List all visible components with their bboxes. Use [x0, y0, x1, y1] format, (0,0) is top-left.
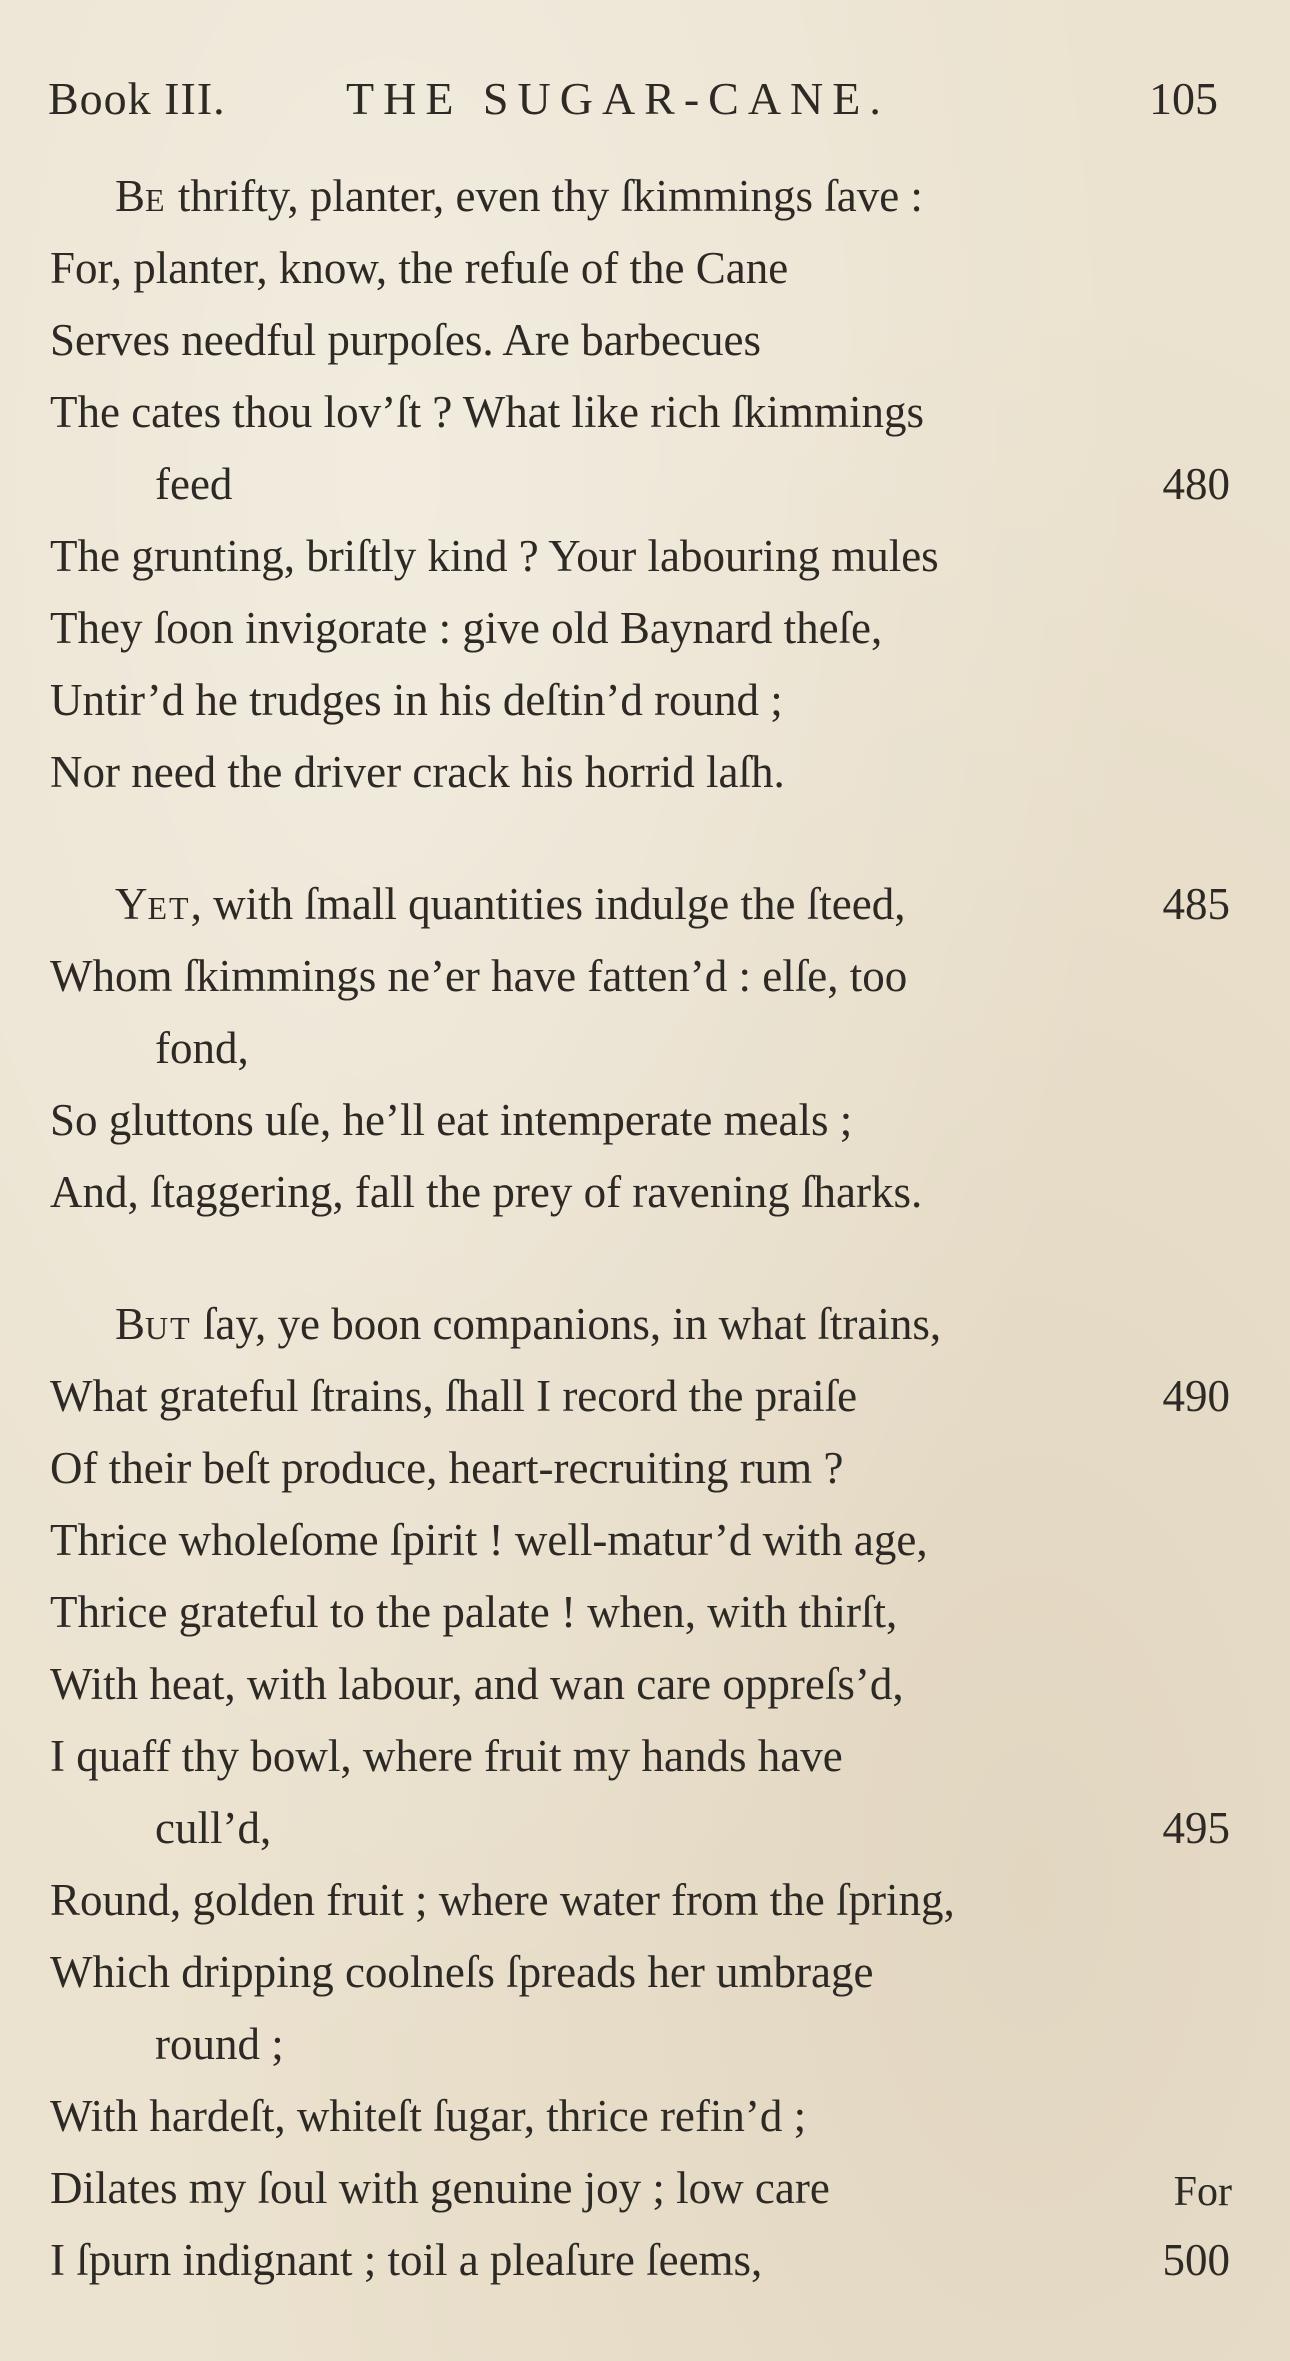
- poem-line: [50, 1648, 1230, 1720]
- stanza-break: [50, 1228, 1230, 1288]
- poem-text: [50, 160, 1230, 2296]
- poem-line: [50, 1360, 1230, 1432]
- line-text: Untir’d he trudges in his deſtin’d round ;: [50, 675, 783, 725]
- poem-line: [50, 940, 1230, 1012]
- poem-line: [50, 592, 1230, 664]
- line-text: They ſoon invigorate : give old Baynard theſe,: [50, 603, 883, 653]
- poem-line: [50, 448, 1230, 520]
- line-text: Serves needful purpoſes. Are barbecues: [50, 315, 761, 365]
- poem-line: [50, 1084, 1230, 1156]
- poem-line: [50, 736, 1230, 808]
- running-header: [48, 72, 1218, 142]
- poem-line: [50, 1792, 1230, 1864]
- poem-line: [50, 2224, 1230, 2296]
- line-text: With hardeſt, whiteſt ſugar, thrice refin’d ;: [50, 2091, 807, 2141]
- stanza-small-caps: ET: [147, 890, 191, 926]
- poem-line: [50, 2152, 1230, 2224]
- line-text: For, planter, know, the refuſe of the Cane: [50, 243, 789, 293]
- poem-line: [50, 160, 1230, 232]
- poem-line: [50, 1012, 1230, 1084]
- line-text: fond,: [155, 1023, 249, 1073]
- line-text: And, ſtaggering, fall the prey of ravening ſharks.: [50, 1167, 923, 1217]
- line-text: Nor need the driver crack his horrid laſh.: [50, 747, 785, 797]
- line-number: 495: [1162, 1803, 1230, 1853]
- poem-line: [50, 520, 1230, 592]
- line-number: 480: [1162, 459, 1230, 509]
- line-text: Thrice grateful to the palate ! when, with thirſt,: [50, 1587, 898, 1637]
- poem-line: [50, 304, 1230, 376]
- line-text: Dilates my ſoul with genuine joy ; low care: [50, 2163, 830, 2213]
- line-text: The cates thou lov’ſt ? What like rich ſkimmings: [50, 387, 924, 437]
- stanza-small-caps: E: [145, 182, 167, 218]
- line-text: , with ſmall quantities indulge the ſteed,: [190, 879, 906, 929]
- poem-line: [50, 664, 1230, 736]
- poem-line: [50, 232, 1230, 304]
- poem-line: [50, 1504, 1230, 1576]
- line-text: I ſpurn indignant ; toil a pleaſure ſeems,: [50, 2235, 763, 2285]
- stanza-small-caps: UT: [145, 1310, 192, 1346]
- line-number: 485: [1162, 879, 1230, 929]
- poem-line: [50, 376, 1230, 448]
- catchword: For: [1173, 2169, 1232, 2215]
- line-text: cull’d,: [155, 1803, 272, 1853]
- page-number: 105: [1149, 73, 1218, 124]
- line-text: thrifty, planter, even thy ſkimmings ſave :: [166, 171, 923, 221]
- line-text: feed: [155, 459, 233, 509]
- poem-line: [50, 868, 1230, 940]
- stanza-initial: Y: [115, 879, 148, 929]
- poem-line: [50, 1288, 1230, 1360]
- book-label: Book III.: [48, 73, 226, 124]
- poem-line: [50, 1576, 1230, 1648]
- running-title: THE SUGAR-CANE.: [346, 73, 890, 124]
- line-text: round ;: [155, 2019, 284, 2069]
- stanza-break: [50, 808, 1230, 868]
- poem-line: [50, 1432, 1230, 1504]
- line-text: Which dripping coolneſs ſpreads her umbrage: [50, 1947, 874, 1997]
- stanza-initial: B: [115, 171, 146, 221]
- poem-line: [50, 1156, 1230, 1228]
- line-text: With heat, with labour, and wan care oppreſs’d,: [50, 1659, 904, 1709]
- line-text: Round, golden fruit ; where water from the ſpring,: [50, 1875, 955, 1925]
- line-text: The grunting, briſtly kind ? Your labouring mules: [50, 531, 939, 581]
- poem-line: [50, 2008, 1230, 2080]
- line-text: Of their beſt produce, heart-recruiting rum ?: [50, 1443, 844, 1493]
- poem-line: [50, 1720, 1230, 1792]
- line-text: ſay, ye boon companions, in what ſtrains,: [191, 1299, 942, 1349]
- poem-line: [50, 2080, 1230, 2152]
- poem-line: [50, 1936, 1230, 2008]
- line-number: 500: [1162, 2235, 1230, 2285]
- line-text: I quaff thy bowl, where fruit my hands have: [50, 1731, 843, 1781]
- stanza-initial: B: [115, 1299, 146, 1349]
- line-text: What grateful ſtrains, ſhall I record the praiſe: [50, 1371, 858, 1421]
- line-text: Whom ſkimmings ne’er have fatten’d : elſe, too: [50, 951, 908, 1001]
- line-text: Thrice wholeſome ſpirit ! well-matur’d with age,: [50, 1515, 928, 1565]
- line-text: So gluttons uſe, he’ll eat intemperate meals ;: [50, 1095, 853, 1145]
- line-number: 490: [1162, 1371, 1230, 1421]
- poem-line: [50, 1864, 1230, 1936]
